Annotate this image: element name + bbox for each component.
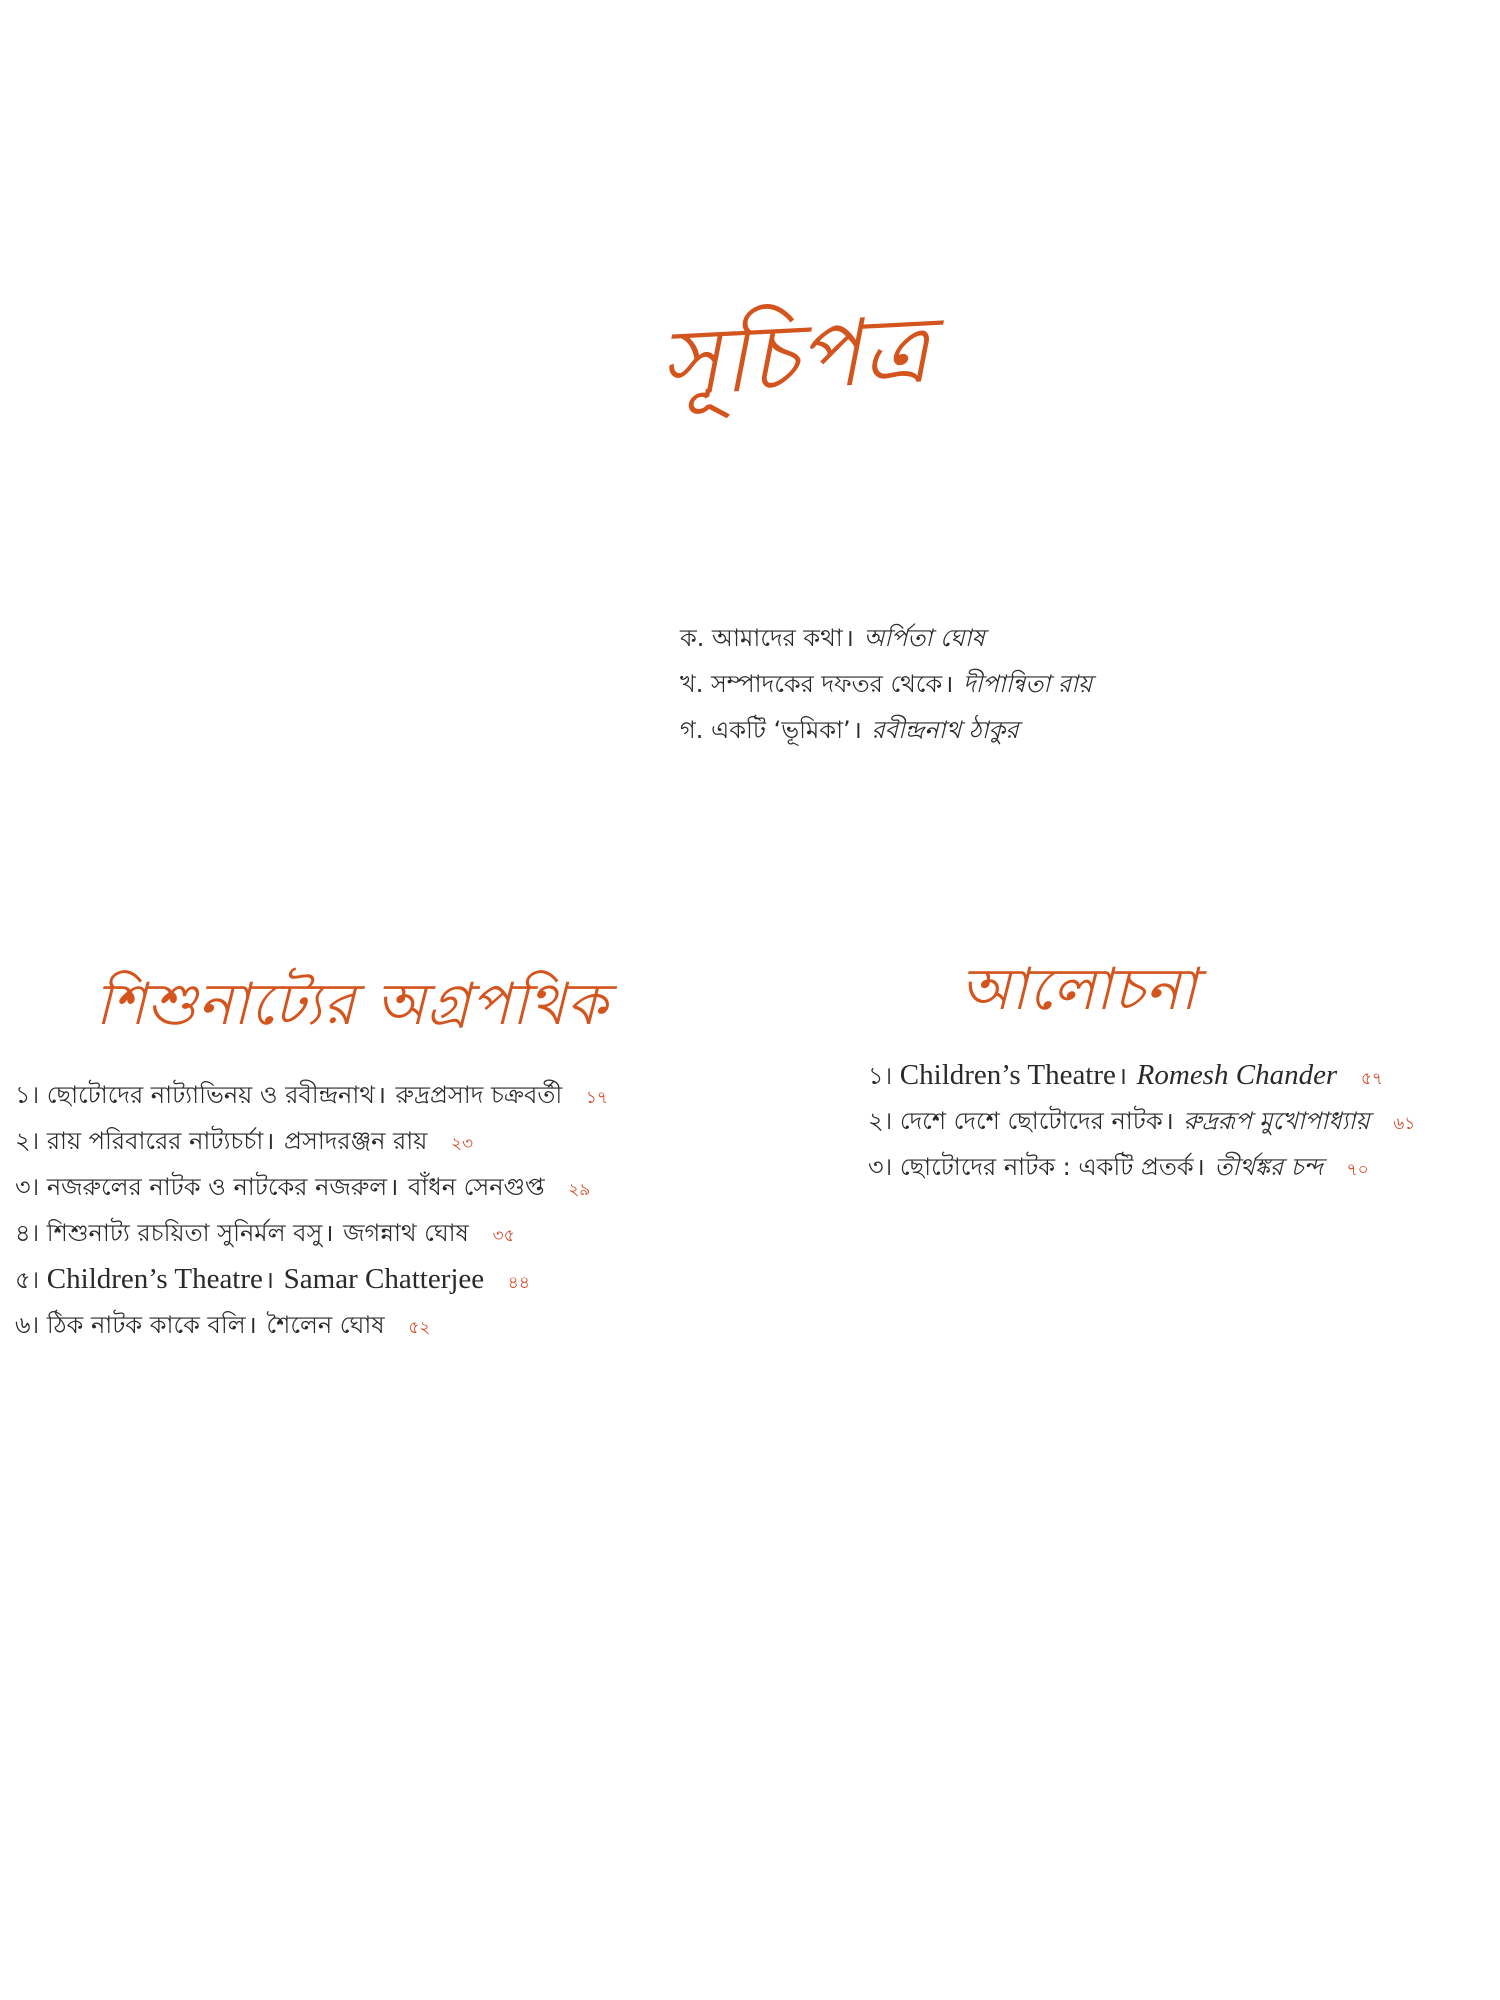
entry-author: শৈলেন ঘোষ [266, 1311, 385, 1339]
separator: । [1117, 1062, 1128, 1090]
separator: । [376, 1081, 386, 1109]
separator: । [1195, 1153, 1205, 1181]
page-number: ১৭ [585, 1088, 608, 1108]
entry-number: ৫। [15, 1266, 40, 1294]
separator: । [264, 1266, 275, 1294]
entry-author: রবীন্দ্রনাথ ঠাকুর [871, 716, 1019, 744]
list-item[interactable] [15, 1072, 608, 1118]
separator: । [247, 1311, 257, 1339]
page-number: ৪৪ [507, 1273, 530, 1293]
list-item[interactable] [680, 707, 1092, 753]
entry-title: রায় পরিবারের নাট্যচর্চা [46, 1127, 264, 1155]
separator: । [844, 624, 854, 652]
entry-number: ৬। [15, 1311, 40, 1339]
list-item[interactable] [868, 1098, 1415, 1144]
section-heading-pioneers: শিশুনাট্যের অগ্রপথিক [95, 970, 609, 1038]
entry-author: Romesh Chander [1136, 1059, 1338, 1091]
list-item[interactable] [680, 615, 1092, 661]
entry-number: ১। [868, 1062, 893, 1090]
discussion-list [868, 1052, 1415, 1190]
list-item[interactable] [15, 1302, 608, 1348]
entry-title: গ. একটি ‘ভূমিকা’ [680, 716, 851, 744]
page-number: ৭০ [1346, 1160, 1369, 1180]
list-item[interactable] [868, 1144, 1415, 1190]
entry-title: দেশে দেশে ছোটোদের নাটক [899, 1107, 1163, 1135]
entry-title: ছোটোদের নাট্যাভিনয় ও রবীন্দ্রনাথ [46, 1081, 375, 1109]
front-matter-list [680, 615, 1092, 753]
list-item[interactable] [680, 661, 1092, 707]
page-number: ৫৭ [1360, 1069, 1383, 1089]
page-number: ৬১ [1393, 1114, 1416, 1134]
entry-number: ৩। [15, 1173, 40, 1201]
entry-author: তীর্থঙ্কর চন্দ [1214, 1153, 1323, 1181]
page-number: ২৯ [568, 1180, 591, 1200]
page-number: ৩৫ [492, 1226, 515, 1246]
section-heading-discussion: আলোচনা [960, 955, 1198, 1023]
separator: । [852, 716, 862, 744]
pioneers-list [15, 1072, 608, 1348]
list-item[interactable] [15, 1256, 608, 1302]
entry-author: অর্পিতা ঘোষ [863, 624, 985, 652]
entry-title: Children’s Theatre [46, 1263, 263, 1295]
entry-author: রুদ্ররূপ মুখোপাধ্যায় [1183, 1107, 1370, 1135]
entry-number: ১। [15, 1081, 40, 1109]
entry-author: দীপান্বিতা রায় [962, 670, 1093, 698]
page-title: সূচিপত্র [657, 295, 934, 418]
separator: । [389, 1173, 399, 1201]
entry-title: ছোটোদের নাটক : একটি প্রতর্ক [899, 1153, 1194, 1181]
separator: । [1164, 1107, 1174, 1135]
separator: । [265, 1127, 275, 1155]
entry-title: খ. সম্পাদকের দফতর থেকে [680, 670, 943, 698]
page-number: ২৩ [450, 1134, 474, 1154]
entry-number: ২। [868, 1107, 893, 1135]
entry-author: বাঁধন সেনগুপ্ত [407, 1173, 545, 1201]
entry-title: ক. আমাদের কথা [680, 624, 843, 652]
entry-author: জগন্নাথ ঘোষ [343, 1219, 469, 1247]
entry-number: ২। [15, 1127, 40, 1155]
entry-title: ঠিক নাটক কাকে বলি [46, 1311, 246, 1339]
separator: । [944, 670, 954, 698]
entry-author: রুদ্রপ্রসাদ চক্রবর্তী [395, 1081, 563, 1109]
entry-title: Children’s Theatre [899, 1059, 1116, 1091]
entry-author: Samar Chatterjee [283, 1263, 485, 1295]
separator: । [324, 1219, 334, 1247]
entry-title: শিশুনাট্য রচয়িতা সুনির্মল বসু [46, 1219, 323, 1247]
entry-author: প্রসাদরঞ্জন রায় [284, 1127, 428, 1155]
list-item[interactable] [15, 1164, 608, 1210]
list-item[interactable] [868, 1052, 1415, 1098]
list-item[interactable] [15, 1118, 608, 1164]
entry-title: নজরুলের নাটক ও নাটকের নজরুল [46, 1173, 388, 1201]
entry-number: ৩। [868, 1153, 893, 1181]
entry-number: ৪। [15, 1219, 40, 1247]
page-number: ৫২ [408, 1318, 431, 1338]
list-item[interactable] [15, 1210, 608, 1256]
